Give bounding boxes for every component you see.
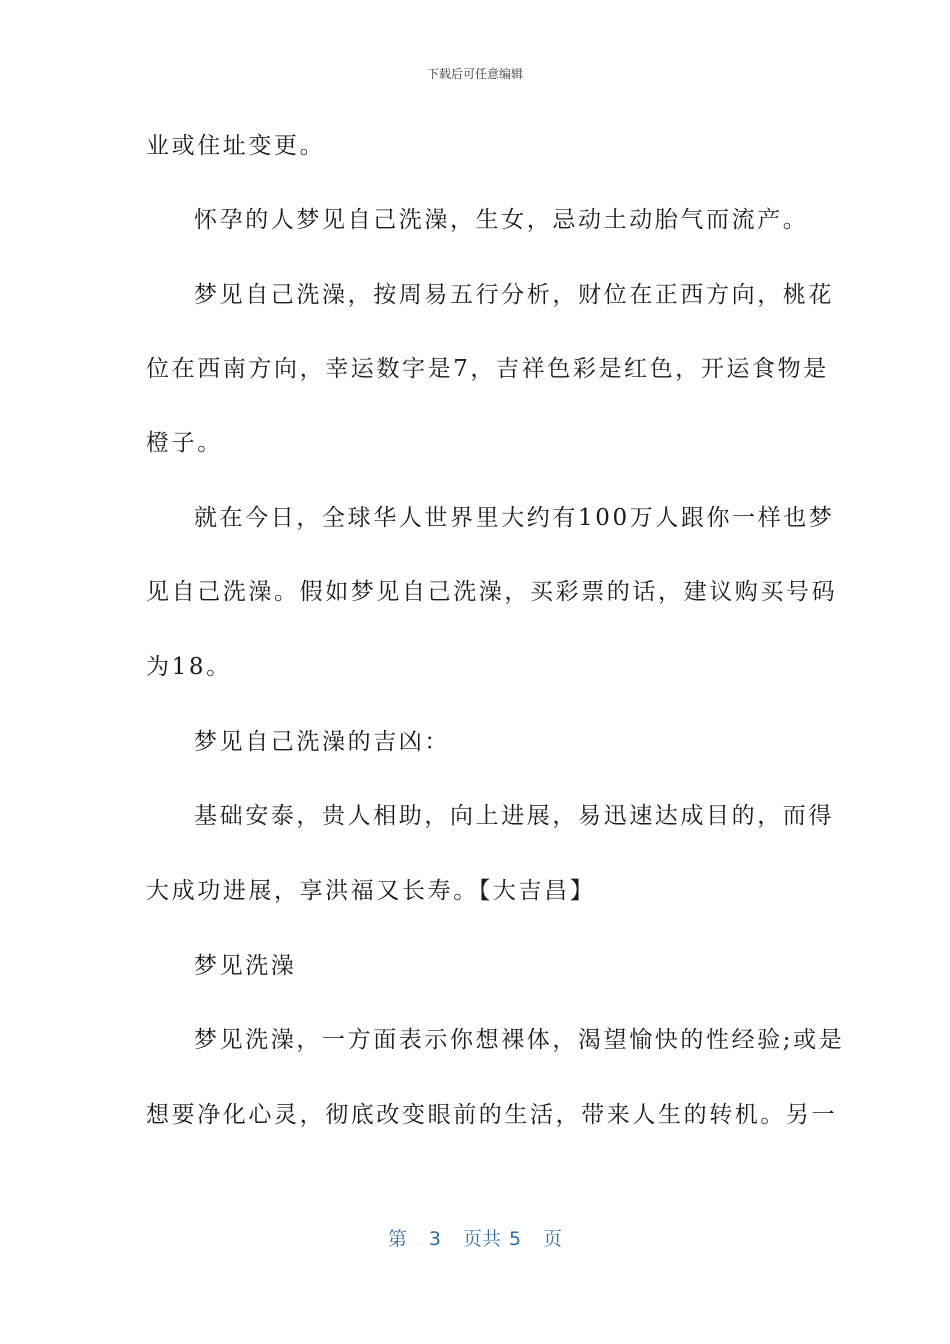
text-line: 为18。 xyxy=(146,654,232,680)
text-line: 梦见洗澡，一方面表示你想裸体，渴望愉快的性经验;或是 xyxy=(194,1027,845,1053)
text-line: 基础安泰，贵人相助，向上进展，易迅速达成目的，而得 xyxy=(194,803,834,829)
text-line: 梦见洗澡 xyxy=(194,953,297,979)
text-line: 位在西南方向，幸运数字是7，吉祥色彩是红色，开运食物是 xyxy=(146,356,829,382)
page-header: 下载后可任意编辑 xyxy=(426,67,523,81)
page-of-label: 页共 xyxy=(462,1228,501,1250)
text-line: 梦见自己洗澡，按周易五行分析，财位在正西方向，桃花 xyxy=(194,282,834,308)
page-end-label: 页 xyxy=(543,1228,563,1250)
text-line: 橙子。 xyxy=(146,430,223,456)
text-line: 业或住址变更。 xyxy=(146,133,326,159)
page-number-footer xyxy=(0,1226,950,1252)
current-page-number: 3 xyxy=(428,1228,441,1250)
text-line: 大成功进展，享洪福又长寿。【大吉昌】 xyxy=(146,878,596,904)
text-line: 怀孕的人梦见自己洗澡，生女，忌动土动胎气而流产。 xyxy=(194,207,809,233)
total-pages-number: 5 xyxy=(509,1228,522,1250)
text-line: 见自己洗澡。假如梦见自己洗澡，买彩票的话，建议购买号码 xyxy=(146,579,838,605)
text-line: 梦见自己洗澡的吉凶： xyxy=(194,729,450,755)
text-line: 想要净化心灵，彻底改变眼前的生活，带来人生的转机。另一 xyxy=(146,1102,838,1128)
text-line: 就在今日，全球华人世界里大约有100万人跟你一样也梦 xyxy=(194,505,835,531)
page-label: 第 xyxy=(387,1228,407,1250)
